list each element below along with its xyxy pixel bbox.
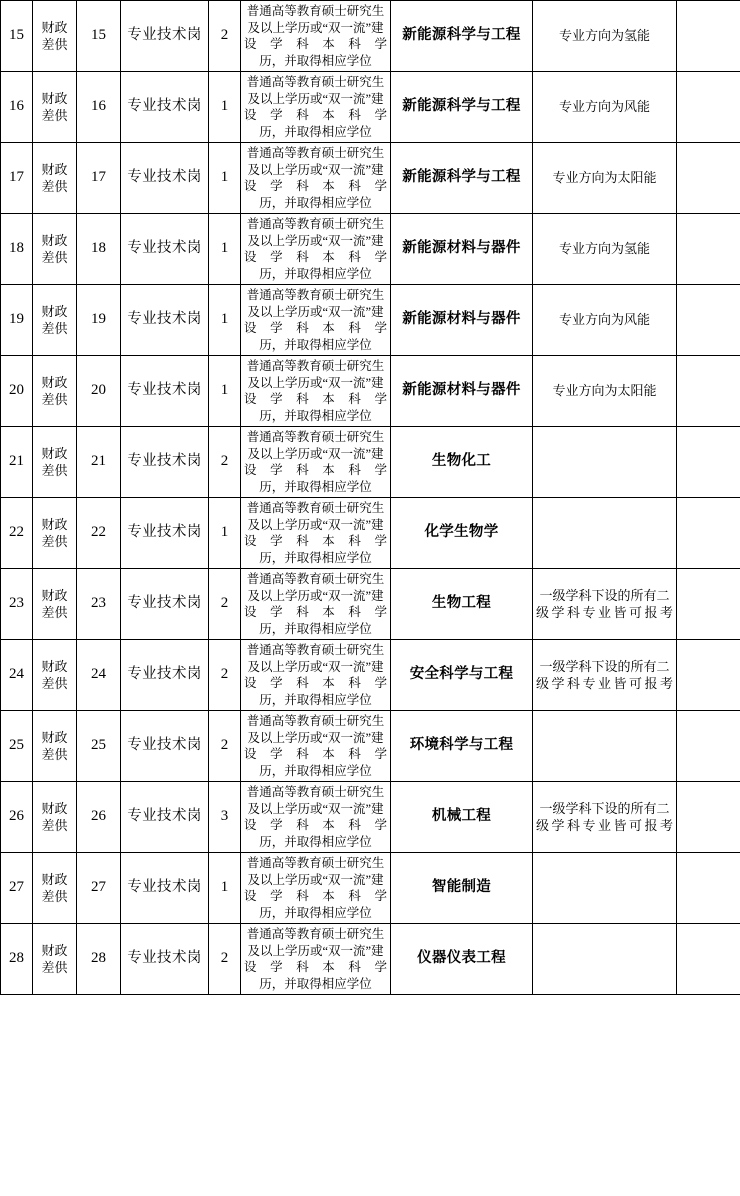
cell-post-code: 15 <box>77 1 121 72</box>
cell-education-requirement: 普通高等教育硕士研究生及以上学历或“双一流”建设学科本科学 历，并取得相应学位 <box>241 143 391 214</box>
cell-funding: 财政 差供 <box>33 640 77 711</box>
cell-post-type: 专业技术岗 <box>121 924 209 995</box>
cell-sequence: 22 <box>1 498 33 569</box>
cell-remark: 专业方向为氢能 <box>533 214 677 285</box>
cell-post-type: 专业技术岗 <box>121 143 209 214</box>
cell-post-code: 23 <box>77 569 121 640</box>
cell-major: 环境科学与工程 <box>391 711 533 782</box>
cell-headcount: 2 <box>209 1 241 72</box>
table-row <box>1 640 740 711</box>
cell-remark: 一级学科下设的所有二级学科专业皆可报考 <box>533 782 677 853</box>
cell-sequence: 26 <box>1 782 33 853</box>
cell-headcount: 2 <box>209 427 241 498</box>
cell-extra <box>677 498 740 569</box>
cell-post-code: 17 <box>77 143 121 214</box>
cell-sequence: 17 <box>1 143 33 214</box>
cell-remark <box>533 711 677 782</box>
cell-post-type: 专业技术岗 <box>121 285 209 356</box>
cell-major: 化学生物学 <box>391 498 533 569</box>
cell-major: 新能源科学与工程 <box>391 143 533 214</box>
cell-post-code: 18 <box>77 214 121 285</box>
cell-funding: 财政 差供 <box>33 72 77 143</box>
cell-education-requirement: 普通高等教育硕士研究生及以上学历或“双一流”建设学科本科学 历，并取得相应学位 <box>241 782 391 853</box>
cell-sequence: 27 <box>1 853 33 924</box>
cell-extra <box>677 72 740 143</box>
cell-major: 生物工程 <box>391 569 533 640</box>
cell-funding: 财政 差供 <box>33 498 77 569</box>
cell-major: 智能制造 <box>391 853 533 924</box>
cell-major: 新能源科学与工程 <box>391 72 533 143</box>
cell-post-type: 专业技术岗 <box>121 1 209 72</box>
cell-sequence: 23 <box>1 569 33 640</box>
cell-extra <box>677 1 740 72</box>
table-row <box>1 711 740 782</box>
cell-sequence: 25 <box>1 711 33 782</box>
cell-funding: 财政 差供 <box>33 1 77 72</box>
cell-post-type: 专业技术岗 <box>121 498 209 569</box>
cell-remark: 一级学科下设的所有二级学科专业皆可报考 <box>533 640 677 711</box>
cell-funding: 财政 差供 <box>33 569 77 640</box>
cell-major: 新能源科学与工程 <box>391 1 533 72</box>
cell-post-code: 27 <box>77 853 121 924</box>
cell-remark: 专业方向为太阳能 <box>533 356 677 427</box>
table-row <box>1 782 740 853</box>
cell-extra <box>677 853 740 924</box>
cell-extra <box>677 782 740 853</box>
cell-post-code: 28 <box>77 924 121 995</box>
cell-education-requirement: 普通高等教育硕士研究生及以上学历或“双一流”建设学科本科学 历，并取得相应学位 <box>241 1 391 72</box>
cell-post-code: 20 <box>77 356 121 427</box>
table-row <box>1 285 740 356</box>
cell-post-type: 专业技术岗 <box>121 214 209 285</box>
cell-sequence: 28 <box>1 924 33 995</box>
cell-post-type: 专业技术岗 <box>121 711 209 782</box>
cell-headcount: 2 <box>209 711 241 782</box>
cell-extra <box>677 640 740 711</box>
cell-funding: 财政 差供 <box>33 356 77 427</box>
cell-remark: 一级学科下设的所有二级学科专业皆可报考 <box>533 569 677 640</box>
table-row <box>1 569 740 640</box>
cell-funding: 财政 差供 <box>33 711 77 782</box>
cell-headcount: 1 <box>209 853 241 924</box>
cell-education-requirement: 普通高等教育硕士研究生及以上学历或“双一流”建设学科本科学 历，并取得相应学位 <box>241 640 391 711</box>
table-row <box>1 1 740 72</box>
cell-headcount: 3 <box>209 782 241 853</box>
cell-sequence: 15 <box>1 1 33 72</box>
cell-extra <box>677 569 740 640</box>
cell-education-requirement: 普通高等教育硕士研究生及以上学历或“双一流”建设学科本科学 历，并取得相应学位 <box>241 285 391 356</box>
cell-headcount: 1 <box>209 498 241 569</box>
cell-remark <box>533 853 677 924</box>
cell-education-requirement: 普通高等教育硕士研究生及以上学历或“双一流”建设学科本科学 历，并取得相应学位 <box>241 569 391 640</box>
table-row <box>1 356 740 427</box>
cell-major: 新能源材料与器件 <box>391 285 533 356</box>
cell-post-type: 专业技术岗 <box>121 569 209 640</box>
table-row <box>1 72 740 143</box>
cell-post-code: 16 <box>77 72 121 143</box>
cell-post-code: 26 <box>77 782 121 853</box>
cell-education-requirement: 普通高等教育硕士研究生及以上学历或“双一流”建设学科本科学 历，并取得相应学位 <box>241 498 391 569</box>
table-row <box>1 924 740 995</box>
cell-major: 安全科学与工程 <box>391 640 533 711</box>
cell-extra <box>677 711 740 782</box>
cell-funding: 财政 差供 <box>33 214 77 285</box>
cell-major: 仪器仪表工程 <box>391 924 533 995</box>
cell-sequence: 16 <box>1 72 33 143</box>
cell-funding: 财政 差供 <box>33 782 77 853</box>
cell-education-requirement: 普通高等教育硕士研究生及以上学历或“双一流”建设学科本科学 历，并取得相应学位 <box>241 214 391 285</box>
cell-headcount: 1 <box>209 143 241 214</box>
cell-post-code: 25 <box>77 711 121 782</box>
cell-headcount: 1 <box>209 72 241 143</box>
cell-education-requirement: 普通高等教育硕士研究生及以上学历或“双一流”建设学科本科学 历，并取得相应学位 <box>241 924 391 995</box>
cell-post-code: 21 <box>77 427 121 498</box>
cell-remark: 专业方向为风能 <box>533 285 677 356</box>
cell-major: 新能源材料与器件 <box>391 356 533 427</box>
cell-post-type: 专业技术岗 <box>121 782 209 853</box>
cell-sequence: 24 <box>1 640 33 711</box>
cell-headcount: 2 <box>209 569 241 640</box>
cell-extra <box>677 427 740 498</box>
cell-post-code: 22 <box>77 498 121 569</box>
table-row <box>1 853 740 924</box>
cell-funding: 财政 差供 <box>33 924 77 995</box>
cell-remark: 专业方向为氢能 <box>533 1 677 72</box>
cell-funding: 财政 差供 <box>33 427 77 498</box>
cell-education-requirement: 普通高等教育硕士研究生及以上学历或“双一流”建设学科本科学 历，并取得相应学位 <box>241 356 391 427</box>
table-row <box>1 498 740 569</box>
cell-funding: 财政 差供 <box>33 853 77 924</box>
cell-post-type: 专业技术岗 <box>121 72 209 143</box>
cell-post-type: 专业技术岗 <box>121 640 209 711</box>
cell-remark <box>533 498 677 569</box>
cell-post-type: 专业技术岗 <box>121 853 209 924</box>
cell-remark <box>533 427 677 498</box>
cell-major: 生物化工 <box>391 427 533 498</box>
cell-education-requirement: 普通高等教育硕士研究生及以上学历或“双一流”建设学科本科学 历，并取得相应学位 <box>241 853 391 924</box>
cell-funding: 财政 差供 <box>33 143 77 214</box>
cell-extra <box>677 285 740 356</box>
cell-sequence: 20 <box>1 356 33 427</box>
cell-major: 机械工程 <box>391 782 533 853</box>
table-row <box>1 143 740 214</box>
cell-sequence: 19 <box>1 285 33 356</box>
cell-headcount: 2 <box>209 924 241 995</box>
cell-headcount: 1 <box>209 214 241 285</box>
table-row <box>1 427 740 498</box>
cell-extra <box>677 143 740 214</box>
cell-sequence: 18 <box>1 214 33 285</box>
cell-extra <box>677 356 740 427</box>
cell-education-requirement: 普通高等教育硕士研究生及以上学历或“双一流”建设学科本科学 历，并取得相应学位 <box>241 72 391 143</box>
cell-extra <box>677 214 740 285</box>
cell-remark <box>533 924 677 995</box>
cell-headcount: 1 <box>209 356 241 427</box>
cell-headcount: 1 <box>209 285 241 356</box>
cell-remark: 专业方向为风能 <box>533 72 677 143</box>
cell-post-type: 专业技术岗 <box>121 356 209 427</box>
cell-post-code: 19 <box>77 285 121 356</box>
cell-extra <box>677 924 740 995</box>
cell-post-code: 24 <box>77 640 121 711</box>
table-row <box>1 214 740 285</box>
cell-post-type: 专业技术岗 <box>121 427 209 498</box>
cell-education-requirement: 普通高等教育硕士研究生及以上学历或“双一流”建设学科本科学 历，并取得相应学位 <box>241 711 391 782</box>
cell-sequence: 21 <box>1 427 33 498</box>
cell-remark: 专业方向为太阳能 <box>533 143 677 214</box>
cell-funding: 财政 差供 <box>33 285 77 356</box>
table-body <box>1 1 740 995</box>
cell-education-requirement: 普通高等教育硕士研究生及以上学历或“双一流”建设学科本科学 历，并取得相应学位 <box>241 427 391 498</box>
cell-major: 新能源材料与器件 <box>391 214 533 285</box>
cell-headcount: 2 <box>209 640 241 711</box>
